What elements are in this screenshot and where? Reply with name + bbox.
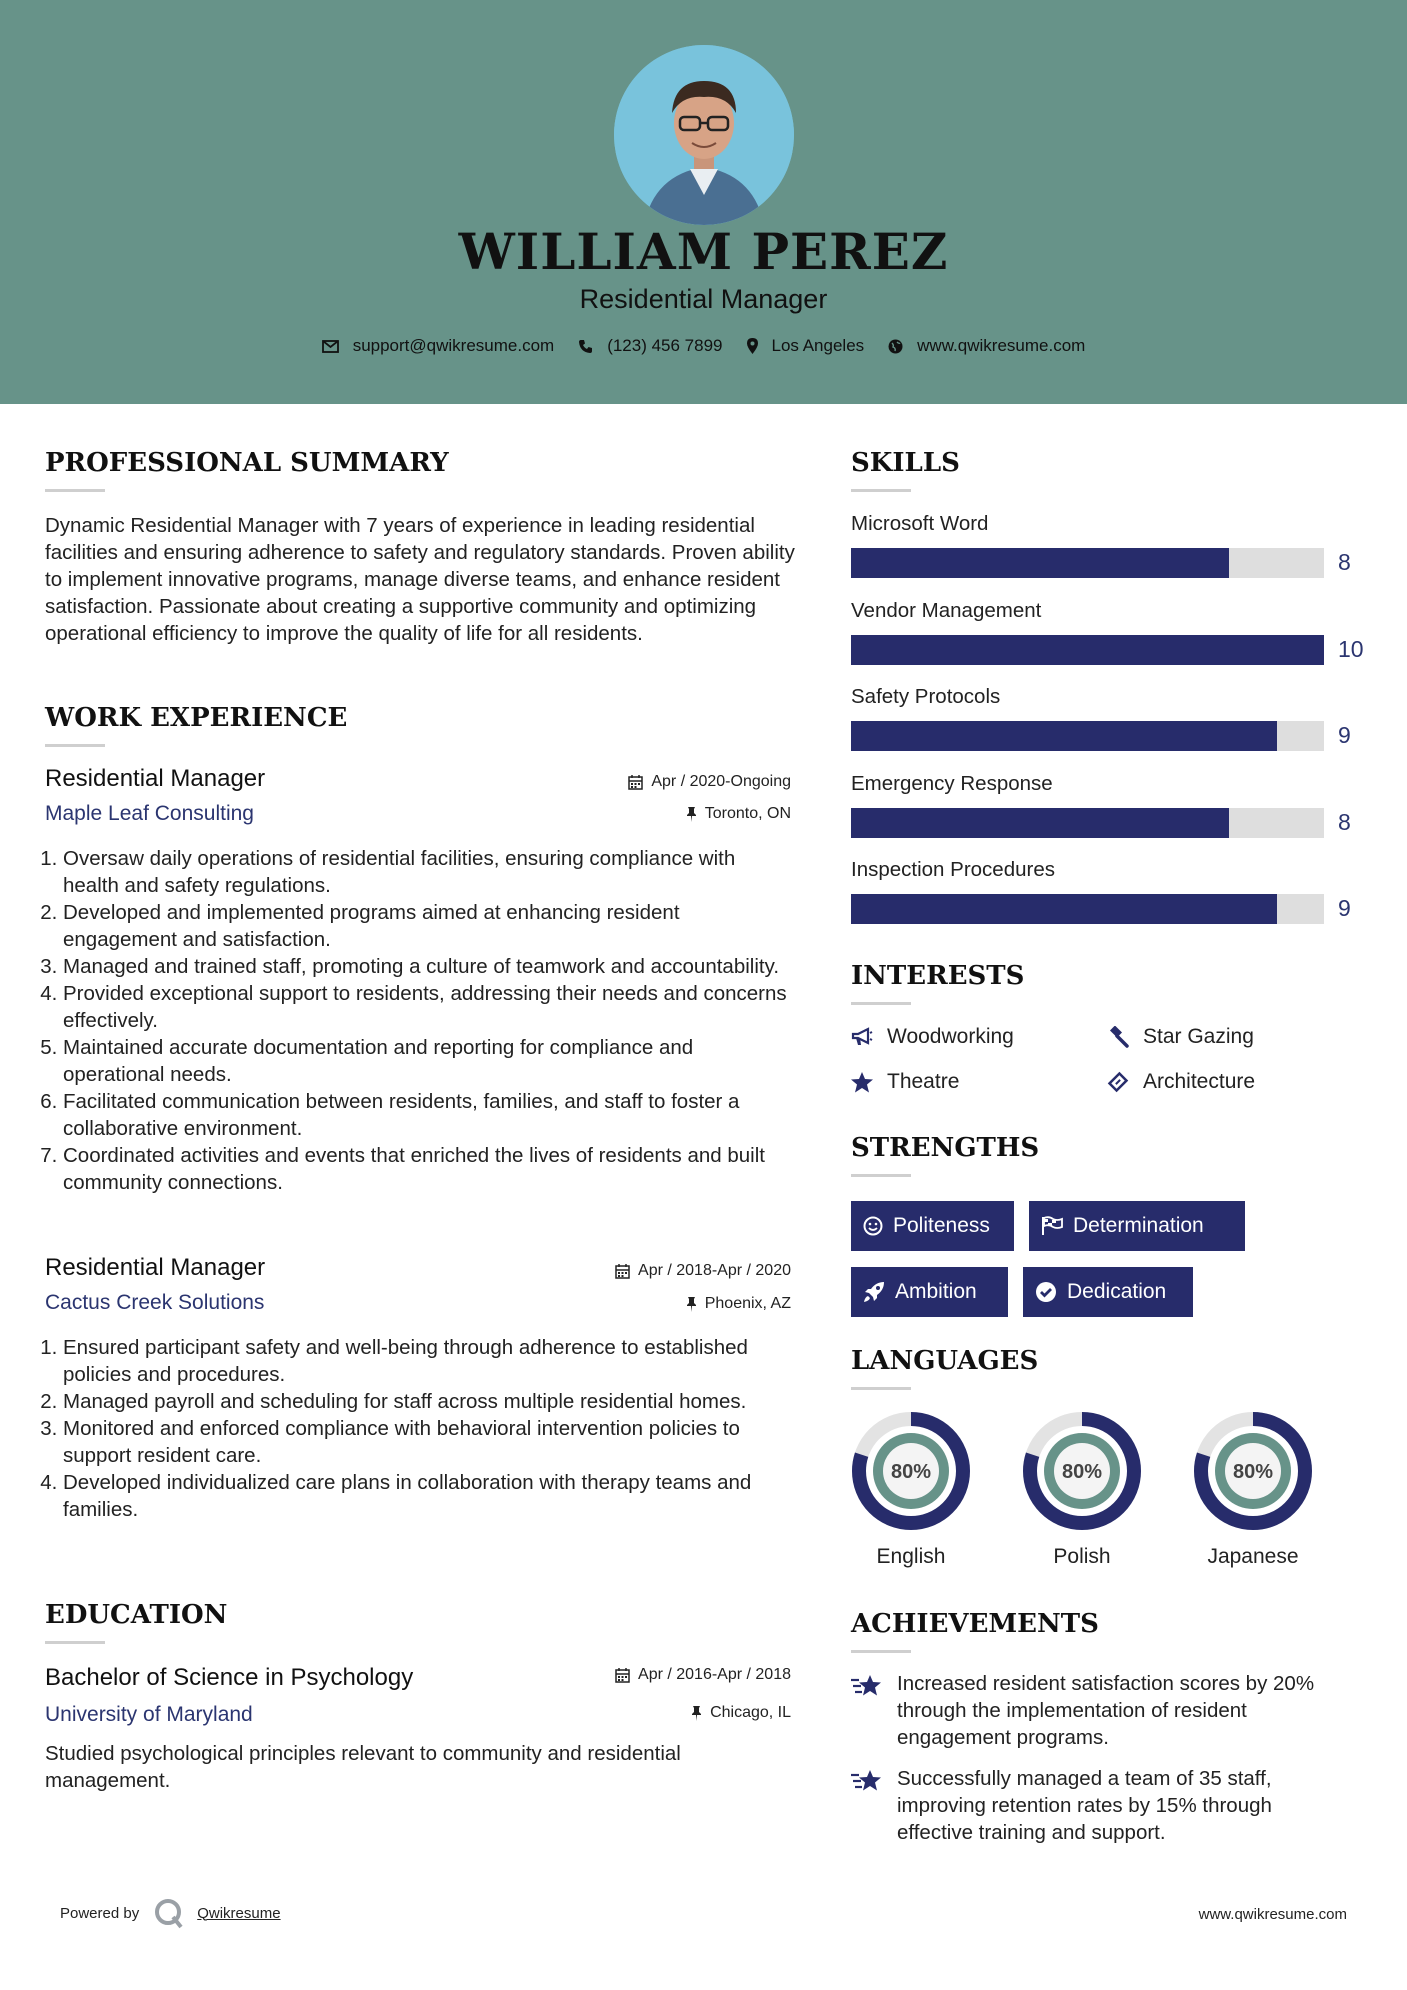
- footer-branding: [60, 1897, 281, 1929]
- language-ring-graphic: [1021, 1410, 1143, 1532]
- education-location-text: Chicago, IL: [710, 1704, 791, 1721]
- interest-architecture: [1107, 1070, 1255, 1094]
- education-location: [500, 1704, 791, 1722]
- experience-underline: [45, 744, 105, 747]
- contact-location: [747, 336, 865, 356]
- language-name: Japanese: [1207, 1545, 1299, 1568]
- skill-value: 10: [1338, 635, 1364, 662]
- achievements-underline: [851, 1650, 911, 1653]
- pushpin-icon: [691, 1706, 702, 1721]
- list-item: 1. Ensured participant safety and well-being through adherence to established policies and procedures.: [63, 1334, 795, 1388]
- phone-icon: [578, 339, 593, 354]
- job-2-date: [500, 1262, 791, 1280]
- interest-star-gazing: [1107, 1025, 1254, 1049]
- list-item: 7. Coordinated activities and events that enriched the lives of residents and built community connections.: [63, 1142, 795, 1196]
- language-name: Polish: [1053, 1545, 1111, 1568]
- skill-bar-fill: [851, 635, 1324, 665]
- rocket-icon: [863, 1281, 885, 1303]
- strength-label: Dedication: [1067, 1280, 1167, 1303]
- interest-label: Theatre: [887, 1070, 960, 1093]
- interest-woodworking: [851, 1025, 1014, 1049]
- achievement-text: Increased resident satisfaction scores by 20% through the implementation of resident engagement programs.: [897, 1672, 1315, 1749]
- skill-value: 9: [1338, 722, 1351, 748]
- job-1-date-text: Apr / 2020-Ongoing: [651, 773, 791, 790]
- resume-header: [0, 0, 1407, 404]
- skill-value: 8: [1338, 549, 1351, 575]
- star-icon: [851, 1072, 873, 1093]
- education-heading: EDUCATION: [45, 1600, 228, 1630]
- summary-text: Dynamic Residential Manager with 7 years of experience in leading residential facilities and ensuring adherence to safety and regulatory standards. Proven ability to implement innovative programs, manage diverse teams, and enhance resident satisfaction. Passionate about creating a supportive community and optimizing operational efficiency to improve the quality of life for all residents.: [45, 514, 795, 645]
- skill-value: 9: [1338, 895, 1351, 921]
- check-circle-icon: [1035, 1281, 1057, 1303]
- candidate-title: Residential Manager: [579, 284, 828, 314]
- job-2-company: Cactus Creek Solutions: [45, 1291, 265, 1314]
- qwikresume-link[interactable]: Qwikresume: [197, 1904, 281, 1922]
- language-percent: 80%: [1061, 1461, 1103, 1483]
- summary-heading: PROFESSIONAL SUMMARY: [45, 448, 449, 478]
- candidate-name: WILLIAM PEREZ: [458, 222, 949, 281]
- list-item: 2. Managed payroll and scheduling for staff across multiple residential homes.: [63, 1388, 795, 1415]
- pushpin-icon: [686, 1297, 697, 1312]
- languages-underline: [851, 1387, 911, 1390]
- job-1-location: [500, 805, 791, 823]
- skill-bar-fill: [851, 894, 1277, 924]
- profile-photo: [614, 45, 794, 225]
- interest-theatre: [851, 1070, 959, 1094]
- language-name: English: [876, 1545, 946, 1568]
- job-1-company: Maple Leaf Consulting: [45, 802, 254, 825]
- language-percent: 80%: [890, 1461, 932, 1483]
- languages-heading: LANGUAGES: [851, 1346, 1039, 1376]
- skill-label: Emergency Response: [851, 771, 1053, 795]
- interests-underline: [851, 1002, 911, 1005]
- strength-label: Politeness: [893, 1214, 990, 1237]
- job-2-location-text: Phoenix, AZ: [704, 1295, 791, 1312]
- phone-text: (123) 456 7899: [607, 336, 723, 355]
- person-silhouette-icon: [614, 45, 794, 225]
- skill-label: Inspection Procedures: [851, 858, 1055, 881]
- map-pin-icon: [747, 338, 758, 354]
- interests-heading: INTERESTS: [851, 961, 1025, 991]
- education-underline: [45, 1641, 105, 1644]
- interest-label: Woodworking: [887, 1025, 1014, 1048]
- skill-label: Safety Protocols: [851, 685, 1001, 708]
- pushpin-icon: [686, 807, 697, 822]
- job-1-responsibilities: [45, 845, 795, 1196]
- skill-value: 8: [1338, 808, 1351, 835]
- education-degree: Bachelor of Science in Psychology: [45, 1664, 414, 1691]
- strength-determination: [1029, 1201, 1245, 1251]
- location-text: Los Angeles: [771, 336, 865, 355]
- smile-icon: [863, 1216, 883, 1236]
- powered-by-text: Powered by: [60, 1904, 140, 1922]
- calendar-icon: [615, 1668, 630, 1683]
- list-item: 4. Provided exceptional support to residents, addressing their needs and concerns effectively.: [63, 980, 795, 1034]
- achievement-item-1: [851, 1670, 1337, 1751]
- language-ring-graphic: [1192, 1410, 1314, 1532]
- language-progress-ring: [1192, 1410, 1314, 1532]
- strength-dedication: [1023, 1267, 1193, 1317]
- list-item: 3. Managed and trained staff, promoting a culture of teamwork and accountability.: [63, 953, 795, 980]
- footer-website[interactable]: www.qwikresume.com: [1198, 1906, 1347, 1923]
- contact-email[interactable]: [322, 336, 555, 356]
- skill-bar-track: [851, 721, 1324, 751]
- language-progress-ring: [1021, 1410, 1143, 1532]
- education-school: University of Maryland: [45, 1703, 253, 1726]
- interest-label: Architecture: [1143, 1070, 1256, 1093]
- achievements-heading: ACHIEVEMENTS: [851, 1609, 1099, 1639]
- list-item: 1. Oversaw daily operations of residential facilities, ensuring compliance with health and safety regulations.: [63, 845, 795, 899]
- summary-underline: [45, 489, 105, 492]
- globe-icon: [888, 339, 903, 354]
- skill-bar-track: [851, 635, 1324, 665]
- experience-heading: WORK EXPERIENCE: [45, 703, 348, 733]
- shooting-star-icon: [851, 1672, 883, 1700]
- strengths-underline: [851, 1174, 911, 1177]
- shooting-star-icon: [851, 1767, 883, 1795]
- language-percent: 80%: [1232, 1461, 1274, 1483]
- skill-bar-track: [851, 808, 1324, 838]
- calendar-icon: [628, 775, 643, 790]
- interest-label: Star Gazing: [1143, 1025, 1254, 1048]
- skill-label: Microsoft Word: [851, 512, 989, 535]
- skill-bar-fill: [851, 808, 1229, 838]
- job-2-title: Residential Manager: [45, 1254, 266, 1281]
- envelope-icon: [322, 340, 339, 353]
- language-progress-ring: [850, 1410, 972, 1532]
- ticket-icon: [1107, 1071, 1129, 1093]
- calendar-icon: [615, 1264, 630, 1279]
- flag-icon: [1041, 1216, 1063, 1236]
- skill-bar-track: [851, 548, 1324, 578]
- skill-label: Vendor Management: [851, 598, 1042, 622]
- achievement-text: Successfully managed a team of 35 staff, improving retention rates by 15% through effective training and support.: [897, 1767, 1272, 1844]
- gavel-icon: [1107, 1026, 1129, 1048]
- list-item: 6. Facilitated communication between residents, families, and staff to foster a collaborative environment.: [63, 1088, 795, 1142]
- strengths-heading: STRENGTHS: [851, 1133, 1040, 1163]
- skills-underline: [851, 489, 911, 492]
- job-2-date-text: Apr / 2018-Apr / 2020: [638, 1262, 791, 1279]
- skill-bar-fill: [851, 548, 1229, 578]
- contact-website[interactable]: [888, 336, 1085, 356]
- list-item: 3. Monitored and enforced compliance with behavioral intervention policies to support resident care.: [63, 1415, 795, 1469]
- email-text: support@qwikresume.com: [352, 336, 555, 355]
- education-date: [500, 1666, 791, 1684]
- strength-label: Determination: [1073, 1214, 1204, 1237]
- strength-label: Ambition: [895, 1280, 977, 1303]
- job-1-date: [500, 773, 791, 791]
- job-2-location: [500, 1295, 791, 1313]
- skills-heading: SKILLS: [851, 448, 960, 478]
- job-1-title: Residential Manager: [45, 765, 266, 792]
- strength-ambition: [851, 1267, 1008, 1317]
- job-2-responsibilities: [45, 1334, 795, 1523]
- strength-politeness: [851, 1201, 1014, 1251]
- achievement-item-2: [851, 1765, 1337, 1846]
- qwikresume-logo-icon: [153, 1897, 185, 1929]
- language-ring-graphic: [850, 1410, 972, 1532]
- education-date-text: Apr / 2016-Apr / 2018: [638, 1666, 791, 1683]
- website-text: www.qwikresume.com: [917, 336, 1086, 355]
- skill-bar-track: [851, 894, 1324, 924]
- education-description: Studied psychological principles relevant to community and residential management.: [45, 1742, 681, 1792]
- contact-phone[interactable]: [578, 336, 722, 356]
- list-item: 5. Maintained accurate documentation and reporting for compliance and operational needs.: [63, 1034, 795, 1088]
- job-1-location-text: Toronto, ON: [704, 805, 791, 822]
- list-item: 4. Developed individualized care plans in collaboration with therapy teams and families.: [63, 1469, 795, 1523]
- contact-bar: [0, 336, 1407, 356]
- megaphone-icon: [851, 1027, 873, 1047]
- skill-bar-fill: [851, 721, 1277, 751]
- list-item: 2. Developed and implemented programs aimed at enhancing resident engagement and satisfaction.: [63, 899, 795, 953]
